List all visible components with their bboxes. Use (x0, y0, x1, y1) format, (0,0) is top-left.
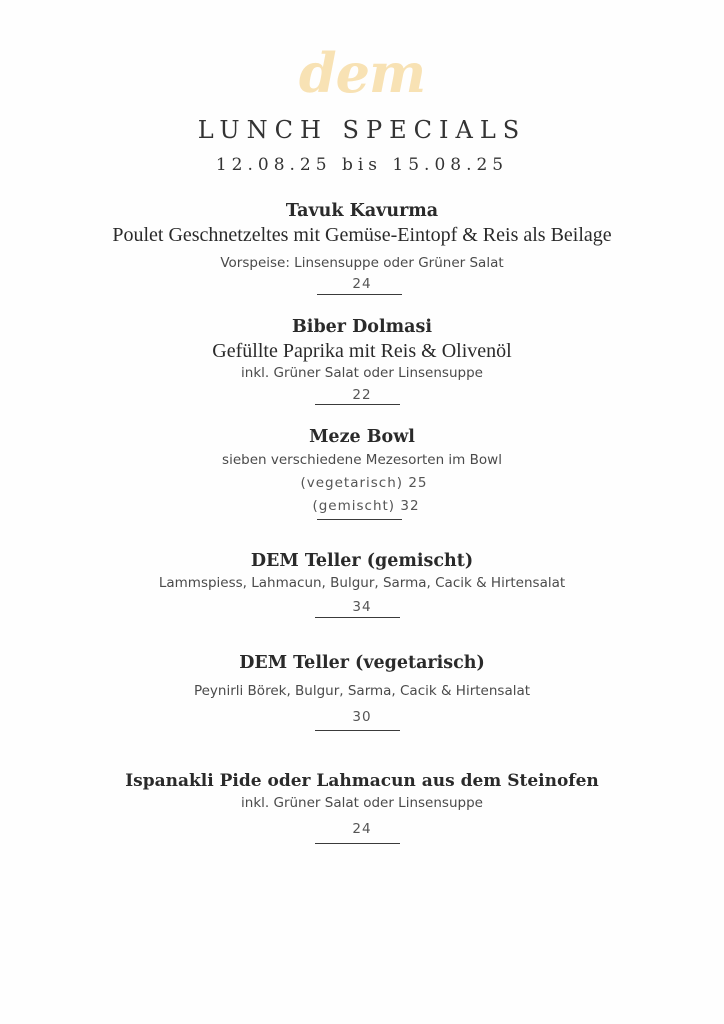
date-range: 12.08.25 bis 15.08.25 (215, 155, 509, 175)
dish-name-dem-teller-gemischt: DEM Teller (gemischt) (250, 551, 474, 571)
price-divider (315, 730, 400, 731)
dish-description: Vorspeise: Linsensuppe oder Grüner Salat (220, 255, 504, 271)
price-divider (315, 404, 400, 405)
dish-name-dem-teller-vegetarisch: DEM Teller (vegetarisch) (239, 653, 485, 673)
price-divider (315, 843, 400, 844)
dish-name-ispanakli-pide: Ispanakli Pide oder Lahmacun aus dem Steinofen (125, 771, 599, 791)
dish-description: sieben verschiedene Mezesorten im Bowl (222, 452, 502, 468)
dish-description: inkl. Grüner Salat oder Linsensuppe (241, 365, 483, 381)
dish-name-tavuk-kavurma: Tavuk Kavurma (285, 201, 439, 221)
dish-name-meze-bowl: Meze Bowl (309, 427, 415, 447)
dish-price-mixed: (gemischt) 32 (312, 498, 420, 514)
dish-subtitle: Poulet Geschnetzeltes mit Gemüse-Eintopf & Reis als Beilage (112, 224, 612, 246)
logo: dem (298, 41, 426, 105)
page-title: LUNCH SPECIALS (197, 116, 527, 144)
price-divider (317, 294, 402, 295)
dish-price: 24 (352, 276, 372, 292)
price-divider (317, 519, 402, 520)
dish-name-biber-dolmasi: Biber Dolmasi (292, 317, 432, 337)
dish-subtitle: Gefüllte Paprika mit Reis & Olivenöl (212, 340, 512, 362)
dish-price: 24 (352, 821, 372, 837)
dish-description: Peynirli Börek, Bulgur, Sarma, Cacik & Hirtensalat (193, 683, 531, 699)
dish-price-vegetarian: (vegetarisch) 25 (300, 475, 428, 491)
dish-description: Lammspiess, Lahmacun, Bulgur, Sarma, Cacik & Hirtensalat (158, 575, 566, 591)
dish-price: 22 (352, 387, 372, 403)
dish-price: 34 (352, 599, 372, 615)
dish-price: 30 (352, 709, 372, 725)
price-divider (315, 617, 400, 618)
dish-description: inkl. Grüner Salat oder Linsensuppe (241, 795, 483, 811)
